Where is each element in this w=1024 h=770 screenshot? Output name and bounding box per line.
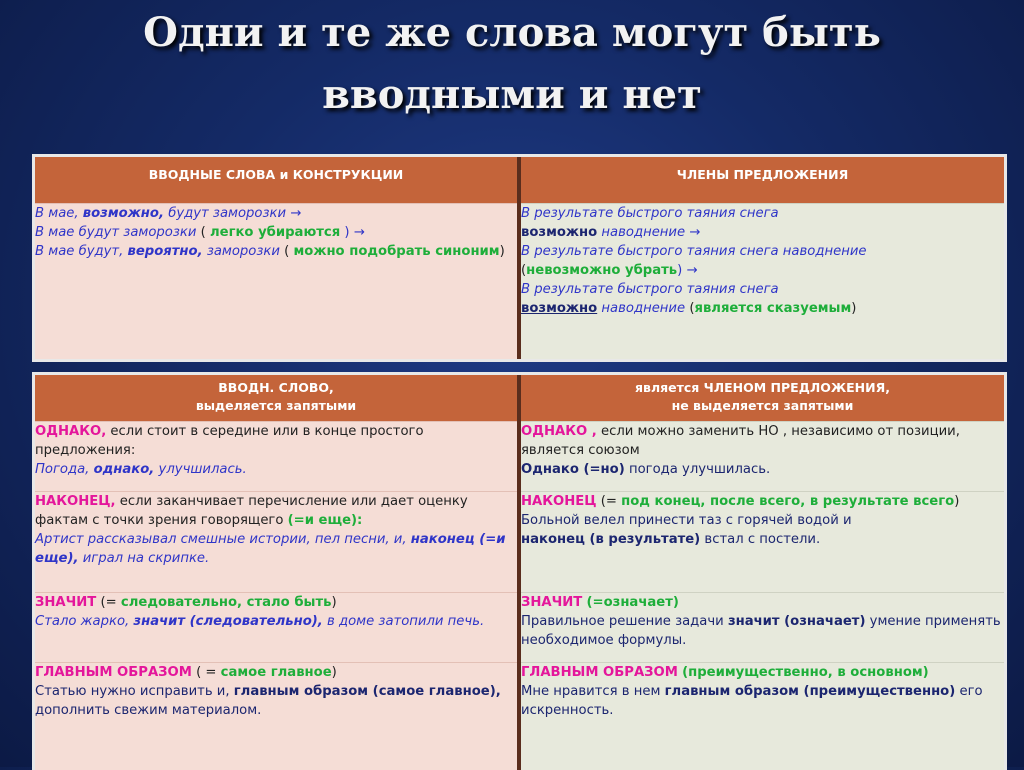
text: возможно, <box>82 205 164 221</box>
text: возможно <box>521 224 598 240</box>
text: выделяется запятыми <box>195 398 357 413</box>
table2-row4-right <box>519 662 1004 770</box>
text: однако, <box>93 461 155 477</box>
text: невозможно убрать <box>526 262 678 278</box>
title-line-2: вводными и нет <box>322 71 702 118</box>
keyword: ГЛАВНЫМ ОБРАЗОМ <box>521 664 678 680</box>
text: ) → <box>344 224 365 240</box>
text: главным образом (самое главное), <box>233 683 501 699</box>
text: (=и еще): <box>287 512 363 528</box>
text: ) <box>499 243 505 259</box>
table1-header-left: ВВОДНЫЕ СЛОВА и КОНСТРУКЦИИ <box>35 157 519 203</box>
text: играл на скрипке. <box>82 550 210 566</box>
text: умение применять необходимое формулы. <box>521 613 1001 648</box>
text: (= <box>600 493 617 509</box>
text: будут заморозки → <box>168 205 302 221</box>
text: (=означает) <box>586 594 679 610</box>
text: не выделяется запятыми <box>671 398 854 413</box>
table2-row4-left <box>35 662 519 770</box>
text: в доме затопили печь. <box>327 613 485 629</box>
text: возможно <box>521 300 598 316</box>
slide-title <box>0 0 1024 126</box>
text: дополнить свежим материалом. <box>35 702 262 718</box>
text: ( <box>200 224 206 240</box>
text: является ЧЛЕНОМ ПРЕДЛОЖЕНИЯ, <box>635 380 890 395</box>
text: ( <box>284 243 290 259</box>
text: (преимущественно, в основном) <box>682 664 929 680</box>
text: (= <box>100 594 117 610</box>
text: ) <box>331 594 337 610</box>
table-row <box>35 662 1004 770</box>
table1-header-right: ЧЛЕНЫ ПРЕДЛОЖЕНИЯ <box>519 157 1004 203</box>
text: если стоит в середине или в конце простого предложения: <box>35 423 424 458</box>
text: Стало жарко, <box>35 613 130 629</box>
text: погода улучшилась. <box>628 461 771 477</box>
table2-header-left <box>35 375 519 421</box>
keyword: ГЛАВНЫМ ОБРАЗОМ <box>35 664 192 680</box>
text: улучшилась. <box>158 461 247 477</box>
table-row <box>35 421 1004 491</box>
text: Погода, <box>35 461 90 477</box>
table2-row2-right <box>519 491 1004 592</box>
text: вероятно, <box>127 243 203 259</box>
text: ( <box>689 300 695 316</box>
text: В результате быстрого таяния снега наводнение <box>521 243 867 259</box>
text: Мне нравится в нем <box>521 683 661 699</box>
keyword: НАКОНЕЦ <box>521 493 597 509</box>
text: можно подобрать синоним <box>293 243 500 259</box>
text: наводнение <box>601 300 686 316</box>
table2-row3-left <box>35 592 519 662</box>
keyword: ЗНАЧИТ <box>521 594 583 610</box>
keyword: ЗНАЧИТ <box>35 594 97 610</box>
text: Больной велел принести таз с горячей водой и <box>521 512 852 528</box>
text: ) <box>954 493 960 509</box>
text: под конец, после всего, в результате всего <box>621 493 955 509</box>
text: В мае будут заморозки <box>35 224 197 240</box>
text: наконец (в результате) <box>521 531 701 547</box>
keyword: ОДНАКО, <box>35 423 107 439</box>
text: В мае, <box>35 205 79 221</box>
text: легко убираются <box>209 224 341 240</box>
text: Правильное решение задачи <box>521 613 724 629</box>
keyword: НАКОНЕЦ, <box>35 493 116 509</box>
text: если заканчивает перечисление или дает оценку фактам с точки зрения говорящего <box>35 493 468 528</box>
text: встал с постели. <box>704 531 821 547</box>
text: Статью нужно исправить и, <box>35 683 230 699</box>
table2-row1-right <box>519 421 1004 491</box>
table2-row3-right <box>519 592 1004 662</box>
text: ВВОДН. СЛОВО, <box>218 380 334 395</box>
title-line-1: Одни и те же слова могут быть <box>143 9 881 56</box>
text: ( <box>521 262 527 278</box>
table1-right-cell <box>519 203 1004 359</box>
text: наконец (=и еще), <box>35 531 506 566</box>
text: В мае будут, <box>35 243 124 259</box>
text: ) <box>851 300 857 316</box>
text: если можно заменить НО , независимо от позиции, является союзом <box>521 423 960 458</box>
text: Однако (=но) <box>521 461 625 477</box>
text: значит (следовательно), <box>133 613 323 629</box>
text: ) → <box>677 262 698 278</box>
text: В результате быстрого таяния снега <box>521 281 779 297</box>
text: главным образом (преимущественно) <box>664 683 956 699</box>
text: самое главное <box>220 664 332 680</box>
table-row <box>35 592 1004 662</box>
text: заморозки <box>206 243 280 259</box>
text: наводнение → <box>601 224 701 240</box>
text: его искренность. <box>521 683 983 718</box>
text: ) <box>331 664 337 680</box>
text: значит (означает) <box>727 613 866 629</box>
table-introductory-vs-members <box>35 157 1004 359</box>
table2-header-right <box>519 375 1004 421</box>
text: В результате быстрого таяния снега <box>521 205 779 221</box>
table1-left-cell <box>35 203 519 359</box>
keyword: ОДНАКО , <box>521 423 597 439</box>
table-row <box>35 491 1004 592</box>
table2-row1-left <box>35 421 519 491</box>
text: Артист рассказывал смешные истории, пел песни, и, <box>35 531 407 547</box>
table2-row2-left <box>35 491 519 592</box>
text: следовательно, стало быть <box>120 594 332 610</box>
text: является сказуемым <box>694 300 852 316</box>
table-comma-rules <box>35 375 1004 770</box>
text: ( = <box>196 664 217 680</box>
